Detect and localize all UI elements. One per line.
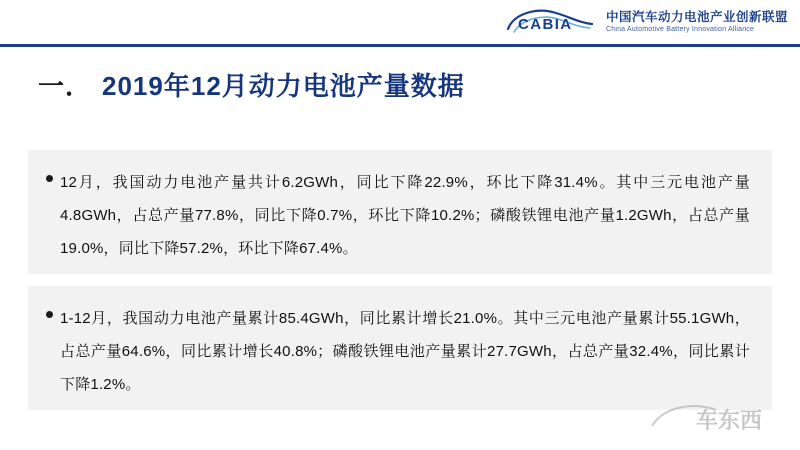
brand-text bbox=[606, 10, 788, 34]
title-text: 2019年12月动力电池产量数据 bbox=[102, 71, 465, 101]
cabia-logo-icon bbox=[504, 5, 596, 39]
svg-text:CABIA: CABIA bbox=[517, 16, 573, 33]
header-divider bbox=[0, 44, 800, 47]
content-block bbox=[28, 286, 772, 410]
title-number: 一． bbox=[38, 71, 93, 101]
content-block bbox=[28, 150, 772, 274]
page-title bbox=[38, 66, 465, 103]
content-paragraph: 1-12月，我国动力电池产量累计85.4GWh，同比累计增长21.0%。其中三元电池产量累计55.1GWh，占总产量64.6%，同比累计增长40.8%；磷酸铁锂电池产量累计27.7GWh，占总产量32.4%，同比累计下降1.2%。 bbox=[60, 310, 750, 393]
brand-logo bbox=[504, 5, 788, 39]
watermark-icon bbox=[650, 400, 782, 434]
bullet-icon bbox=[46, 175, 60, 182]
org-name-cn: 中国汽车动力电池产业创新联盟 bbox=[605, 9, 788, 24]
slide-header bbox=[0, 0, 800, 44]
content-paragraph: 12月，我国动力电池产量共计6.2GWh，同比下降22.9%，环比下降31.4%。其中三元电池产量4.8GWh，占总产量77.8%，同比下降0.7%，环比下降10.2%；磷酸铁锂电池产量1.2GWh，占总产量19.0%，同比下降57.2%，环比下降67.4%。 bbox=[60, 174, 750, 257]
svg-text:车东西: 车东西 bbox=[696, 408, 763, 433]
bullet-icon bbox=[46, 311, 60, 318]
org-name-en: China Automotive Battery Innovation Alliance bbox=[605, 26, 755, 34]
